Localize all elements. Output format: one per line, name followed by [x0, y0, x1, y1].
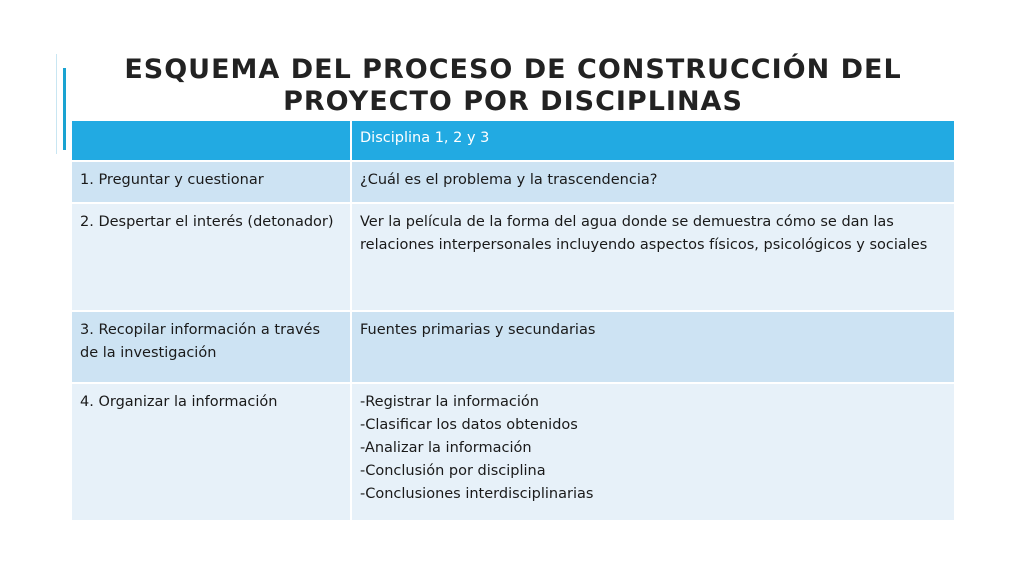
- detail-cell: [351, 203, 955, 311]
- detail-cell: [351, 311, 955, 383]
- title-line-1: ESQUEMA DEL PROCESO DE CONSTRUCCIÓN DEL: [124, 54, 902, 86]
- detail-line: -Analizar la información: [360, 440, 532, 456]
- detail-cell: [351, 383, 955, 521]
- table-row: [71, 203, 955, 311]
- detail-line: Fuentes primarias y secundarias: [360, 322, 596, 338]
- stage-cell: 3. Recopilar información a través de la investigación: [71, 311, 351, 383]
- detail-line: -Registrar la información: [360, 394, 539, 410]
- accent-line-thin: [56, 54, 57, 154]
- detail-line: Ver la película de la forma del agua donde se demuestra cómo se dan las relaciones interpersonales incluyendo aspectos físicos, psicológicos y sociales: [360, 214, 928, 253]
- accent-line-thick: [63, 68, 66, 150]
- stage-cell: 1. Preguntar y cuestionar: [71, 161, 351, 203]
- table-row: [71, 383, 955, 521]
- detail-line: -Conclusiones interdisciplinarias: [360, 486, 594, 502]
- title-line-2: PROYECTO POR DISCIPLINAS: [283, 86, 743, 118]
- detail-line: -Clasificar los datos obtenidos: [360, 417, 578, 433]
- stage-cell: 4. Organizar la información: [71, 383, 351, 521]
- table-header-row: [71, 120, 955, 161]
- header-cell-disciplines: Disciplina 1, 2 y 3: [351, 120, 955, 161]
- detail-line: -Conclusión por disciplina: [360, 463, 546, 479]
- header-cell-empty: [71, 120, 351, 161]
- table-row: [71, 311, 955, 383]
- detail-line: ¿Cuál es el problema y la trascendencia?: [360, 172, 658, 188]
- stage-cell: 2. Despertar el interés (detonador): [71, 203, 351, 311]
- process-table: [70, 119, 956, 522]
- slide-title: [88, 54, 938, 118]
- table-row: [71, 161, 955, 203]
- detail-cell: [351, 161, 955, 203]
